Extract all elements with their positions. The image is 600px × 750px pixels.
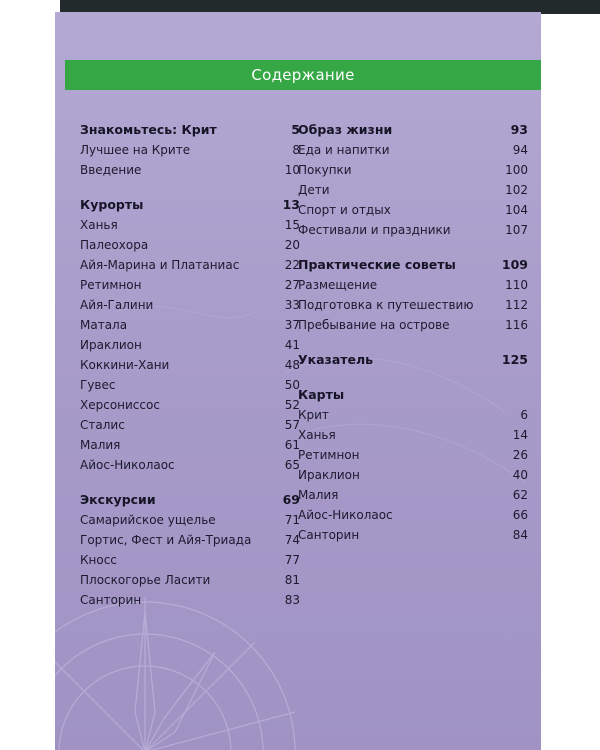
contents-entry[interactable]	[80, 375, 300, 395]
entry-label: Ретимнон	[298, 448, 360, 462]
section-page-number: 13	[282, 197, 300, 212]
section-heading[interactable]	[80, 195, 300, 215]
entry-page-number: 40	[512, 468, 528, 482]
contents-entry[interactable]	[298, 160, 528, 180]
entry-page-number: 74	[284, 533, 300, 547]
entry-label: Покупки	[298, 163, 352, 177]
entry-label: Санторин	[298, 528, 360, 542]
entry-label: Сталис	[80, 418, 125, 432]
contents-entry[interactable]	[298, 295, 528, 315]
entry-label: Ретимнон	[80, 278, 142, 292]
entry-page-number: 66	[512, 508, 528, 522]
section-heading-label: Экскурсии	[80, 492, 156, 507]
contents-entry[interactable]	[298, 315, 528, 335]
entry-label: Малия	[80, 438, 121, 452]
entry-label: Самарийское ущелье	[80, 513, 216, 527]
contents-entry[interactable]	[298, 220, 528, 240]
entry-label: Айос-Николаос	[298, 508, 393, 522]
entry-page-number: 57	[284, 418, 300, 432]
entry-page-number: 62	[512, 488, 528, 502]
contents-entry[interactable]	[80, 530, 300, 550]
section-heading[interactable]	[298, 255, 528, 275]
contents-title: Содержание	[65, 60, 541, 90]
entry-page-number: 50	[284, 378, 300, 392]
contents-page	[55, 12, 541, 750]
entry-page-number: 112	[505, 298, 528, 312]
contents-entry[interactable]	[298, 525, 528, 545]
entry-label: Плоскогорье Ласити	[80, 573, 211, 587]
entry-page-number: 107	[505, 223, 528, 237]
contents-entry[interactable]	[80, 395, 300, 415]
contents-section	[80, 120, 300, 180]
entry-label: Санторин	[80, 593, 142, 607]
entry-page-number: 48	[284, 358, 300, 372]
entry-label: Пребывание на острове	[298, 318, 450, 332]
entry-label: Фестивали и праздники	[298, 223, 451, 237]
contents-entry[interactable]	[298, 405, 528, 425]
contents-entry[interactable]	[298, 425, 528, 445]
entry-label: Ханья	[80, 218, 118, 232]
contents-section	[298, 350, 528, 370]
entry-label: Гортис, Фест и Айя-Триада	[80, 533, 252, 547]
section-heading[interactable]	[298, 120, 528, 140]
contents-entry[interactable]	[298, 180, 528, 200]
entry-label: Ираклион	[80, 338, 142, 352]
entry-label: Размещение	[298, 278, 378, 292]
section-page-number: 109	[501, 257, 528, 272]
entry-label: Палеохора	[80, 238, 149, 252]
entry-page-number: 100	[505, 163, 528, 177]
section-heading[interactable]	[298, 350, 528, 370]
contents-section	[298, 385, 528, 545]
contents-entry[interactable]	[80, 315, 300, 335]
section-heading-label: Знакомьтесь: Крит	[80, 122, 217, 137]
contents-entry[interactable]	[80, 140, 300, 160]
entry-page-number: 10	[284, 163, 300, 177]
contents-entry[interactable]	[80, 415, 300, 435]
entry-page-number: 77	[284, 553, 300, 567]
section-heading-label: Указатель	[298, 352, 374, 367]
entry-page-number: 94	[512, 143, 528, 157]
contents-entry[interactable]	[80, 215, 300, 235]
section-heading[interactable]	[80, 120, 300, 140]
contents-entry[interactable]	[80, 275, 300, 295]
entry-page-number: 65	[284, 458, 300, 472]
entry-page-number: 84	[512, 528, 528, 542]
entry-label: Айя-Галини	[80, 298, 154, 312]
entry-page-number: 22	[284, 258, 300, 272]
entry-label: Гувес	[80, 378, 116, 392]
entry-label: Крит	[298, 408, 329, 422]
entry-label: Подготовка к путешествию	[298, 298, 474, 312]
entry-label: Матала	[80, 318, 128, 332]
contents-section	[80, 195, 300, 475]
section-page-number: 5	[291, 122, 300, 137]
entry-page-number: 37	[284, 318, 300, 332]
entry-page-number: 52	[284, 398, 300, 412]
section-heading[interactable]	[298, 385, 528, 405]
entry-page-number: 33	[284, 298, 300, 312]
entry-label: Ираклион	[298, 468, 360, 482]
contents-entry[interactable]	[298, 275, 528, 295]
entry-label: Дети	[298, 183, 330, 197]
entry-page-number: 20	[284, 238, 300, 252]
contents-entry[interactable]	[298, 485, 528, 505]
section-heading-label: Практические советы	[298, 257, 456, 272]
section-page-number: 69	[282, 492, 300, 507]
contents-right-column	[298, 120, 528, 560]
contents-entry[interactable]	[80, 160, 300, 180]
entry-label: Херсониссос	[80, 398, 160, 412]
entry-page-number: 61	[284, 438, 300, 452]
entry-page-number: 8	[292, 143, 300, 157]
entry-label: Малия	[298, 488, 339, 502]
entry-label: Айос-Николаос	[80, 458, 175, 472]
section-heading[interactable]	[80, 490, 300, 510]
contents-entry[interactable]	[80, 235, 300, 255]
contents-left-column	[80, 120, 300, 625]
entry-label: Еда и напитки	[298, 143, 390, 157]
contents-entry[interactable]	[298, 140, 528, 160]
entry-label: Спорт и отдых	[298, 203, 391, 217]
entry-label: Айя-Марина и Платаниас	[80, 258, 240, 272]
section-heading-label: Образ жизни	[298, 122, 393, 137]
contents-entry[interactable]	[80, 510, 300, 530]
contents-section	[298, 255, 528, 335]
entry-page-number: 116	[505, 318, 528, 332]
entry-page-number: 71	[284, 513, 300, 527]
contents-entry[interactable]	[80, 435, 300, 455]
section-heading-label: Курорты	[80, 197, 144, 212]
section-page-number: 125	[501, 352, 528, 367]
entry-label: Кносс	[80, 553, 117, 567]
contents-entry[interactable]	[298, 505, 528, 525]
contents-entry[interactable]	[80, 255, 300, 275]
contents-entry[interactable]	[80, 355, 300, 375]
entry-page-number: 14	[512, 428, 528, 442]
entry-page-number: 83	[284, 593, 300, 607]
contents-entry[interactable]	[80, 335, 300, 355]
entry-page-number: 27	[284, 278, 300, 292]
section-heading-label: Карты	[298, 387, 345, 402]
entry-label: Коккини-Хани	[80, 358, 170, 372]
entry-page-number: 15	[284, 218, 300, 232]
contents-entry[interactable]	[80, 455, 300, 475]
contents-section	[298, 120, 528, 240]
entry-label: Лучшее на Крите	[80, 143, 191, 157]
contents-entry[interactable]	[298, 465, 528, 485]
section-page-number: 93	[510, 122, 528, 137]
contents-entry[interactable]	[80, 590, 300, 610]
contents-section	[80, 490, 300, 610]
entry-label: Ханья	[298, 428, 336, 442]
contents-entry[interactable]	[298, 445, 528, 465]
contents-entry[interactable]	[298, 200, 528, 220]
contents-entry[interactable]	[80, 570, 300, 590]
entry-label: Введение	[80, 163, 142, 177]
contents-entry[interactable]	[80, 295, 300, 315]
entry-page-number: 81	[284, 573, 300, 587]
entry-page-number: 6	[520, 408, 528, 422]
entry-page-number: 104	[505, 203, 528, 217]
entry-page-number: 26	[512, 448, 528, 462]
entry-page-number: 110	[505, 278, 528, 292]
contents-entry[interactable]	[80, 550, 300, 570]
entry-page-number: 102	[505, 183, 528, 197]
entry-page-number: 41	[284, 338, 300, 352]
